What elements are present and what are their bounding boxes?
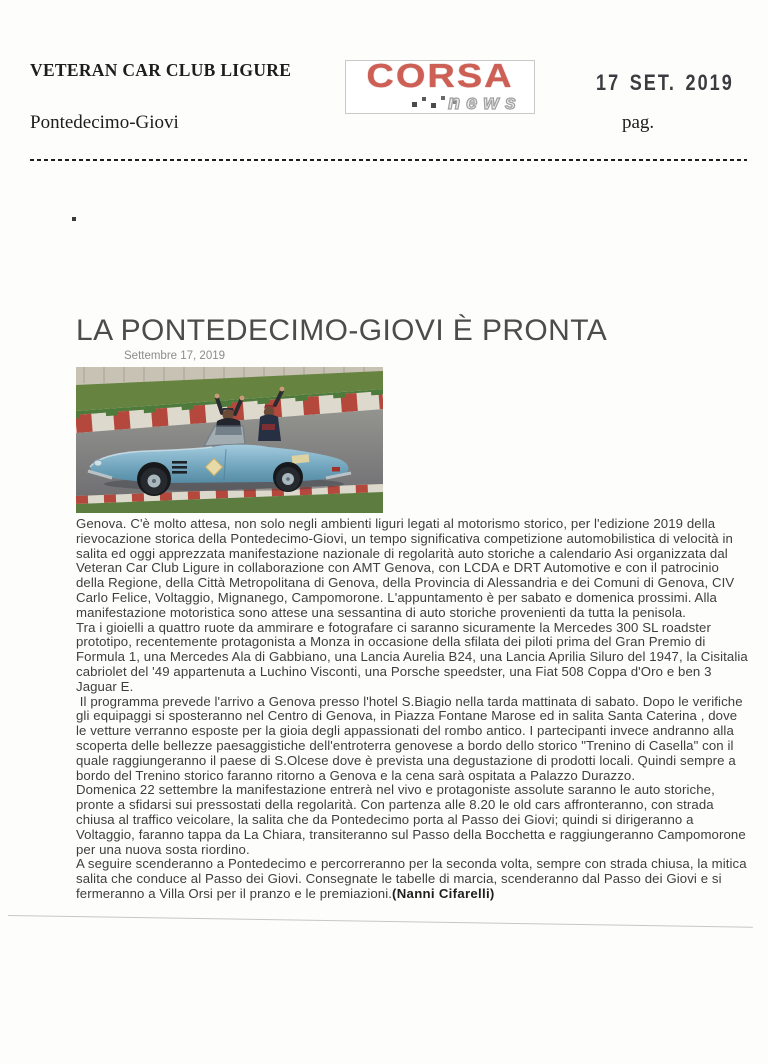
date-stamp: 17 SET. 2019 [596, 70, 734, 95]
article-title: LA PONTEDECIMO-GIOVI È PRONTA [76, 314, 608, 347]
logo-title: CORSA [366, 58, 514, 95]
scan-fold-line [8, 915, 753, 928]
headlight [94, 460, 102, 466]
dashed-separator [30, 159, 747, 161]
paragraph: Il programma prevede l'arrivo a Genova presso l'hotel S.Biagio nella tarda mattinata di sabato. Dopo le verifiche gli equipaggi si sposteranno nel Centro di Genova, in Piazza Fontane Marose ed in salita Santa Caterina , dove le vetture verranno esposte per la gioia degli appassionati del rombo antico. I partecipanti invece andranno alla scoperta delle bellezze paesaggistiche dell'entroterra genovese a bordo dello storico "Trenino di Casella" con il quale raggiungeranno il paese di S.Olcese dove è prevista una degustazione di prodotti locali. Quindi sempre a bordo del Trenino storico faranno ritorno a Genova e la cena sarà ospitata a Palazzo Durazzo. [76, 693, 747, 783]
paragraph: Domenica 22 settembre la manifestazione entrerà nel vivo e protagoniste assolute saranno le auto storiche, pronte a sfidarsi sui pressostati della regolarità. Con partenza alle 8.20 le old cars affronteranno, con strada chiusa al traffico veicolare, la salita che da Pontedecimo porta al Passo dei Giovi; quindi si dirigeranno a Voltaggio, faranno tappa da La Chiara, transiteranno sul Passo della Bocchetta e raggiungeranno Campomorone per una nuova sosta riordino. [76, 782, 750, 857]
logo-subtitle: news [447, 92, 522, 114]
page-number-label: pag. [622, 112, 655, 133]
article-photo [76, 367, 383, 513]
article-date: Settembre 17, 2019 [124, 350, 226, 362]
paragraph: Genova. C'è molto attesa, non solo negli ambienti liguri legati al motorismo storico, per l'edizione 2019 della rievocazione storica della Pontedecimo-Giovi, un tempo significativa competizione automobilistica di velocità in salita ed oggi apprezzata manifestazione nazionale di regolarità auto storiche a calendario Asi organizzata dal Veteran Car Club Ligure in collaborazione con AMT Genova, con LCDA e DRT Automotive e con il patrocinio della Regione, della Città Metropolitana di Genova, della Provincia di Alessandria e dei Comuni di Genova, CIV Carlo Felice, Voltaggio, Mignanego, Campomorone. L'appuntamento è per sabato e domenica prossimi. Alla manifestazione motoristica sono attese una sessantina di auto storiche provenienti da tutta la penisola. [76, 516, 739, 620]
scan-speck [72, 217, 76, 221]
club-name: VETERAN CAR CLUB LIGURE [30, 60, 292, 80]
front-wheel [137, 462, 171, 496]
clipping-subject: Pontedecimo-Giovi [30, 112, 179, 133]
side-vents [172, 461, 187, 474]
rear-wheel [273, 462, 303, 492]
taillight [332, 467, 340, 472]
article-body [76, 517, 750, 902]
paragraph: Tra i gioielli a quattro ruote da ammirare e fotografare ci saranno sicuramente la Mercedes 300 SL roadster prototipo, recentemente protagonista a Monza in occasione della sfilata dei piloti prima del Gran Premio di Formula 1, una Mercedes Ala di Gabbiano, una Lancia Aurelia B24, una Lancia Aprilia Siluro del 1947, la Cisitalia cabriolet del '49 appartenuta a Luchino Visconti, una Porsche speedster, una Fiat 508 Coppa d'Oro e ben 3 Jaguar E. [76, 619, 752, 694]
paragraph [76, 857, 750, 901]
corsa-news-logo [345, 60, 535, 114]
article [76, 314, 750, 902]
paragraph-text: A seguire scenderanno a Pontedecimo e percorreranno per la seconda volta, sempre con strada chiusa, la mitica salita che conduce al Passo dei Giovi. Consegnate le tabelle di marcia, scenderanno dal Passo dei Giovi e si fermeranno a Villa Orsi per il pranzo e le premiazioni. [76, 856, 751, 901]
byline: (Nanni Cifarelli) [392, 885, 495, 901]
